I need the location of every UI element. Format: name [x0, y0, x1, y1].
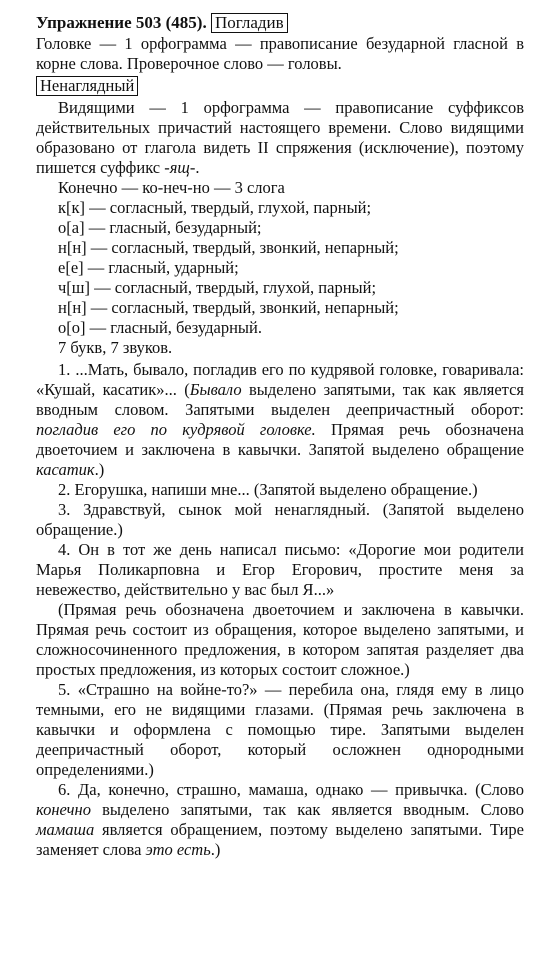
- word-vidyashchimi: Видящими: [58, 98, 135, 117]
- phonetic-row: н[н] — согласный, твердый, звонкий, непарный;: [58, 298, 399, 317]
- suffix-yashch: -ящ-: [164, 158, 196, 177]
- word-golovke: Головке: [36, 34, 92, 53]
- phonetic-row: ч[ш] — согласный, твердый, глухой, парный;: [58, 278, 377, 297]
- phonetic-row: н[н] — согласный, твердый, звонкий, непарный;: [58, 238, 399, 257]
- item-4: 4. Он в тот же день написал письмо: «Дорогие мои родители Марья Поликарповна и Егор Егорович, простите меня за невежество, действительно у вас был Я...»: [36, 540, 524, 599]
- exercise-title: [36, 12, 524, 34]
- vidyashchimi-end: .: [195, 158, 200, 177]
- item-1-text: 1. ...Мать, бывало, погладив его по кудрявой головке, говаривала: «Кушай, касатик»... (: [36, 360, 524, 399]
- boxed-word-nenaglyadny: Ненаглядный: [36, 76, 138, 96]
- phonetic-summary: 7 букв, 7 звуков.: [58, 338, 173, 357]
- item-1-text: Прямая речь обозначена двоеточием и заключена в кавычки. Запятой выделено обращение: [36, 420, 524, 459]
- item-6-emphasis: это есть: [145, 840, 211, 859]
- item-6-emphasis: мамаша: [36, 820, 95, 839]
- golovke-explanation: — 1 орфограмма — правописание безударной гласной в корне слова. Проверочное слово — головы.: [36, 34, 524, 73]
- phonetic-row: е[е] — гласный, ударный;: [58, 258, 239, 277]
- phonetic-row: о[а] — гласный, безударный;: [58, 218, 262, 237]
- item-1: [36, 360, 524, 480]
- exercise-page: [36, 12, 524, 860]
- item-6-text: .): [210, 840, 221, 859]
- item-1-emphasis: касатик: [36, 460, 95, 479]
- item-1-emphasis: погладив его по кудрявой головке.: [36, 420, 316, 439]
- item-1-text: .): [94, 460, 105, 479]
- item-4-note: (Прямая речь обозначена двоеточием и заключена в кавычки. Прямая речь состоит из обращения, которое выделено запятыми, и сложносочиненного предложения, в котором запятая разделяет два простых предложения, из которых состоит сложное.): [36, 600, 524, 679]
- item-6-emphasis: конечно: [36, 800, 91, 819]
- phonetic-row: о[о] — гласный, безударный.: [58, 318, 262, 337]
- exercise-number: Упражнение 503 (485).: [36, 13, 207, 32]
- phonetic-heading: Конечно — ко-неч-но — 3 слога: [58, 178, 285, 197]
- item-5: 5. «Страшно на войне-то?» — перебила она, глядя ему в лицо темными, его не видящими глазами. (Прямая речь заключена в кавычки и оформлена с помощью тире. Запятыми выделен деепричастный оборот, который осложнен однородными определениями.): [36, 680, 524, 779]
- paragraph-golovke: [36, 34, 524, 74]
- item-1-text: выделено запятыми, так как является вводным словом. Запятыми выделен деепричастный оборот:: [36, 380, 524, 419]
- item-2: 2. Егорушка, напиши мне... (Запятой выделено обращение.): [58, 480, 478, 499]
- boxed-word-pogladiv: Погладив: [211, 13, 288, 33]
- item-3: 3. Здравствуй, сынок мой ненаглядный. (Запятой выделено обращение.): [36, 500, 524, 539]
- item-6-text: 6. Да, конечно, страшно, мамаша, однако — привычка. (Слово: [58, 780, 524, 799]
- item-6: [36, 780, 524, 860]
- vidyashchimi-explanation: — 1 орфограмма — правописание суффиксов действительных причастий настоящего времени. Слово видящими образовано от глагола видеть II спряжения (исключение), поэтому пишется суффикс: [36, 98, 524, 177]
- item-6-text: выделено запятыми, так как является вводным. Слово: [90, 800, 524, 819]
- paragraph-vidyashchimi: [36, 98, 524, 178]
- phonetic-row: к[к] — согласный, твердый, глухой, парный;: [58, 198, 372, 217]
- item-6-text: является обращением, поэтому выделено запятыми. Тире заменяет слова: [36, 820, 524, 859]
- boxed-word-row: [36, 76, 524, 96]
- item-1-emphasis: Бывало: [189, 380, 242, 399]
